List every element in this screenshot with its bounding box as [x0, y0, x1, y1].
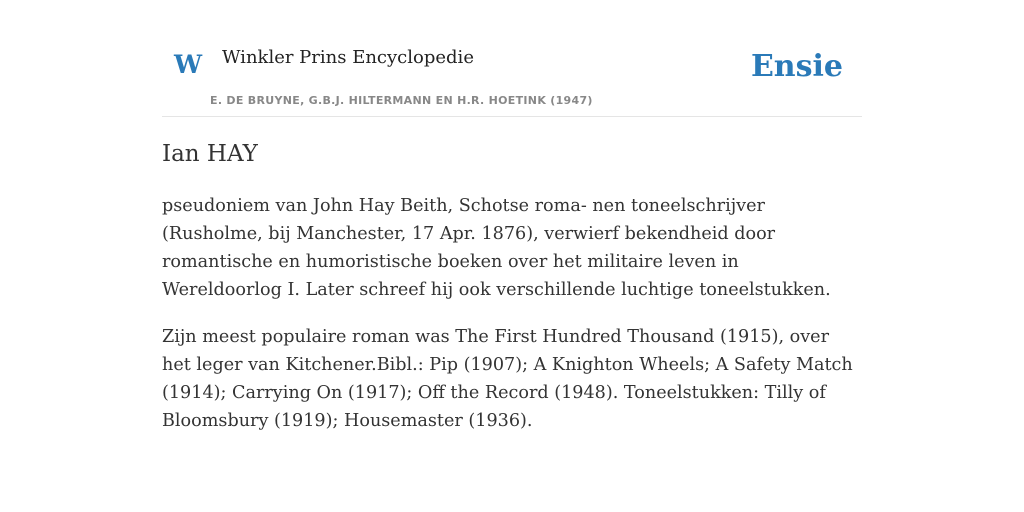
entry-paragraph: pseudoniem van John Hay Beith, Schotse roma- nen toneelschrijver (Rusholme, bij Manchester, 17 Apr. 1876), verwierf bekendheid door romantische en humoristische boeken over het militaire leven in Wereldoorlog I. Later schreef hij ook verschillende luchtige toneelstukken.	[162, 196, 831, 300]
brand-logo[interactable]: Ensie	[750, 49, 843, 84]
entry-paragraph: Zijn meest populaire roman was The First Hundred Thousand (1915), over het leger van Kitchener.Bibl.: Pip (1907); A Knighton Wheels; A Safety Match (1914); Carrying On (1917); Off the Record (1948). Toneelstukken: Tilly of Bloomsbury (1919); Housemaster (1936).	[162, 327, 853, 431]
source-authors: E. DE BRUYNE, G.B.J. HILTERMANN EN H.R. HOETINK (1947)	[210, 94, 593, 107]
page	[162, 0, 862, 431]
source-title[interactable]: Winkler Prins Encyclopedie	[222, 47, 474, 68]
source-logo[interactable]: W	[174, 50, 203, 79]
source-header	[162, 0, 862, 117]
entry-body	[162, 192, 862, 454]
page-title: Ian HAY	[162, 141, 258, 167]
